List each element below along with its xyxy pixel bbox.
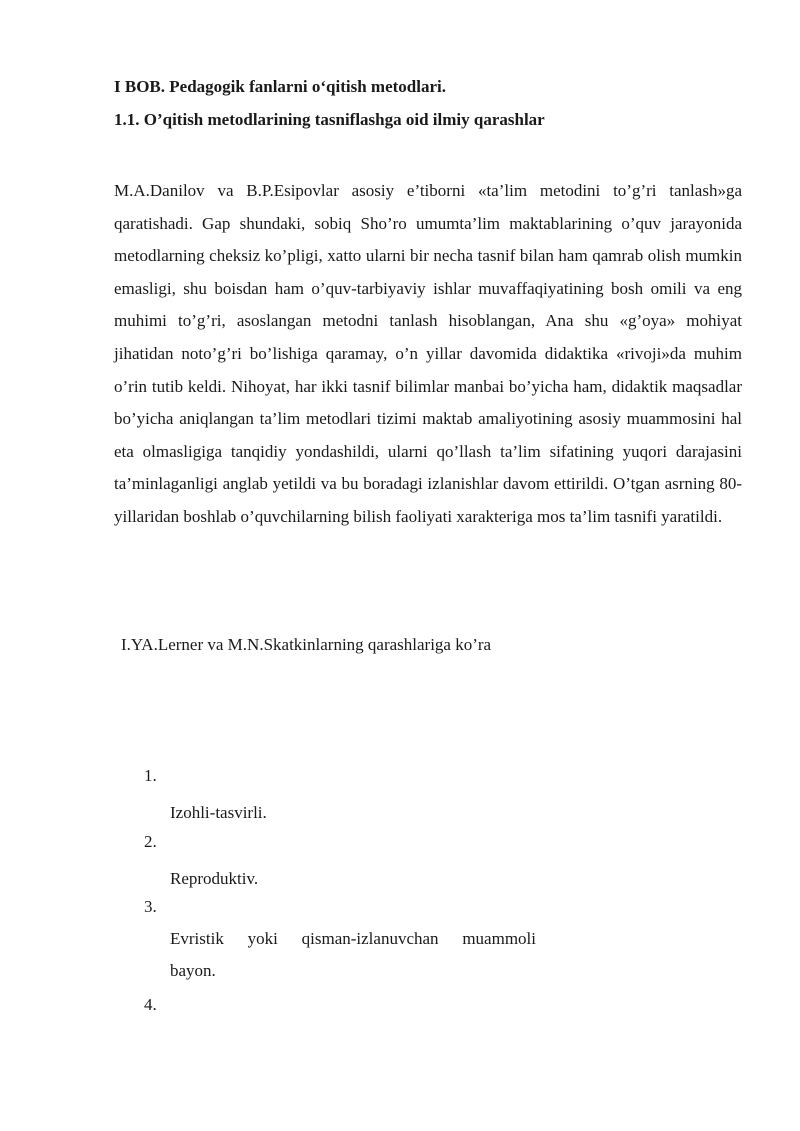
chapter-title: I BOB. Pedagogik fanlarni o‘qitish metodlari. xyxy=(114,77,446,96)
list-item-text: Izohli-tasvirli. xyxy=(170,803,267,822)
subheading: I.YA.Lerner va M.N.Skatkinlarning qarashlariga ko’ra xyxy=(121,635,492,654)
list-item-text: Reproduktiv. xyxy=(170,869,259,888)
body-paragraph: M.A.Danilov va B.P.Esipovlar asosiy e’tiborni «ta’lim metodini to’g’ri tanlash»ga qaratishadi. Gap shundaki, sobiq Sho’ro umumta’lim maktablarining o’quv jarayonida metodlarning cheksiz ko’pligi, xatto ularni bir necha tasnif bilan ham qamrab olish mumkin emasligi, shu boisdan ham o’quv-tarbiyaviy ishlar muvaffaqiyatining bosh omili va eng muhimi to’g’ri, asoslangan metodni tanlash hisoblangan, Ana shu «g’oya» mohiyat jihatidan noto’g’ri bo’lishiga qaramay, o’n yillar davomida didaktika «rivoji»da muhim o’rin tutib keldi. Nihoyat, har ikki tasnif bilimlar manbai bo’yicha ham, didaktik maqsadlar bo’yicha aniqlangan ta’lim metodlari tizimi maktab amaliyotining asosiy muammosini hal eta olmasligiga tanqidiy yondashildi, ularni qo’llash ta’lim sifatining yuqori darajasini ta’minlaganligi anglab yetildi va bu boradagi izlanishlar davom ettirildi. O’tgan asrning 80-yillaridan boshlab o’quvchilarning bilish faoliyati xarakteriga mos ta’lim tasnifi yaratildi. xyxy=(114,181,742,526)
list-item-text-line: Evristik yoki qisman-izlanuvchan muammoli xyxy=(170,929,536,948)
list-number: 2. xyxy=(144,832,157,851)
list-item-text-line: bayon. xyxy=(170,961,216,980)
list-item-text xyxy=(170,923,536,987)
list-number: 1. xyxy=(144,766,157,785)
list-number: 4. xyxy=(144,995,157,1014)
section-title: 1.1. O’qitish metodlarining tasniflashga oid ilmiy qarashlar xyxy=(114,110,545,129)
list-number: 3. xyxy=(144,897,157,916)
